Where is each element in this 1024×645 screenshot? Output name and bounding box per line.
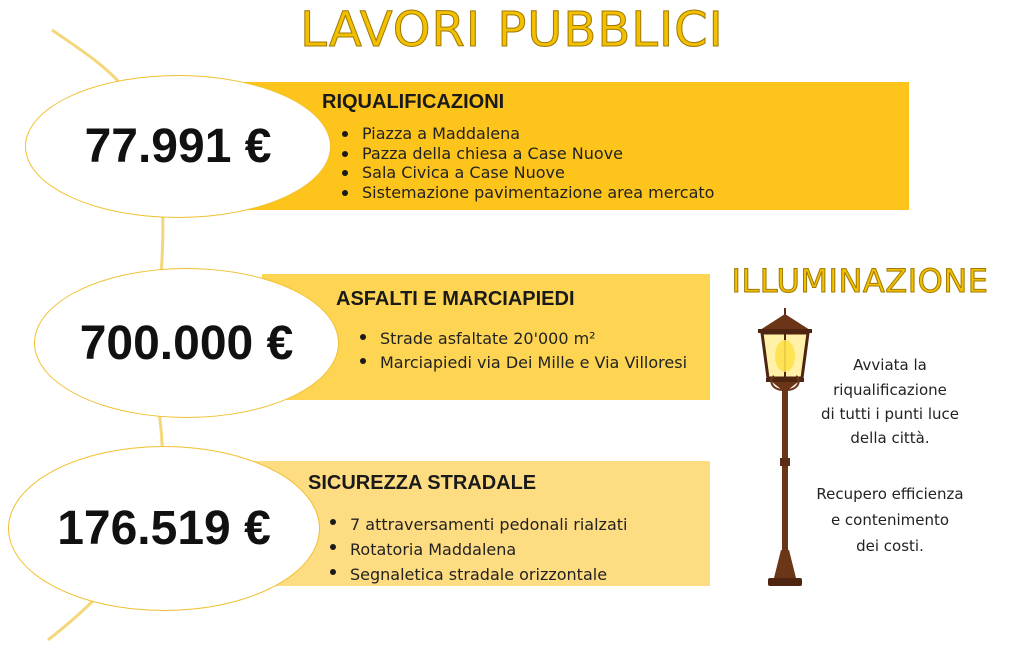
list-item: Pazza della chiesa a Case Nuove [338, 144, 714, 164]
list-item: Strade asfaltate 20'000 m² [356, 327, 687, 351]
amount-ellipse [34, 268, 339, 418]
text-line: di tutti i punti luce [821, 405, 959, 423]
section-heading: ASFALTI E MARCIAPIEDI [336, 288, 575, 310]
page-title: LAVORI PUBBLICI [300, 2, 724, 58]
amount-value: 176.519 € [57, 502, 271, 555]
text-line: dei costi. [856, 537, 924, 555]
section-band-riqualificazioni [232, 82, 909, 210]
list-item: Rotatoria Maddalena [326, 537, 627, 562]
amount-ellipse [25, 75, 331, 218]
amount-ellipse [8, 446, 320, 611]
illuminazione-text-1 [800, 355, 980, 448]
list-item: Sala Civica a Case Nuove [338, 163, 714, 183]
section-heading: SICUREZZA STRADALE [308, 472, 537, 494]
text-line: riqualificazione [833, 381, 947, 399]
section-list [356, 327, 687, 375]
amount-value: 77.991 € [84, 120, 272, 173]
list-item: Segnaletica stradale orizzontale [326, 562, 627, 587]
illuminazione-title: ILLUMINAZIONE [731, 262, 989, 300]
illuminazione-text-2 [800, 484, 980, 556]
amount-value: 700.000 € [79, 316, 294, 370]
section-heading: RIQUALIFICAZIONI [322, 91, 505, 113]
list-item: Piazza a Maddalena [338, 124, 714, 144]
text-line: Avviata la [853, 356, 927, 374]
list-item: 7 attraversamenti pedonali rialzati [326, 512, 627, 537]
text-line: Recupero efficienza [816, 485, 964, 503]
list-item: Sistemazione pavimentazione area mercato [338, 183, 714, 203]
text-line: della città. [850, 429, 930, 447]
text-line: e contenimento [830, 511, 950, 529]
list-item: Marciapiedi via Dei Mille e Via Villoresi [356, 351, 687, 375]
section-list [326, 512, 627, 587]
section-list [338, 124, 714, 202]
